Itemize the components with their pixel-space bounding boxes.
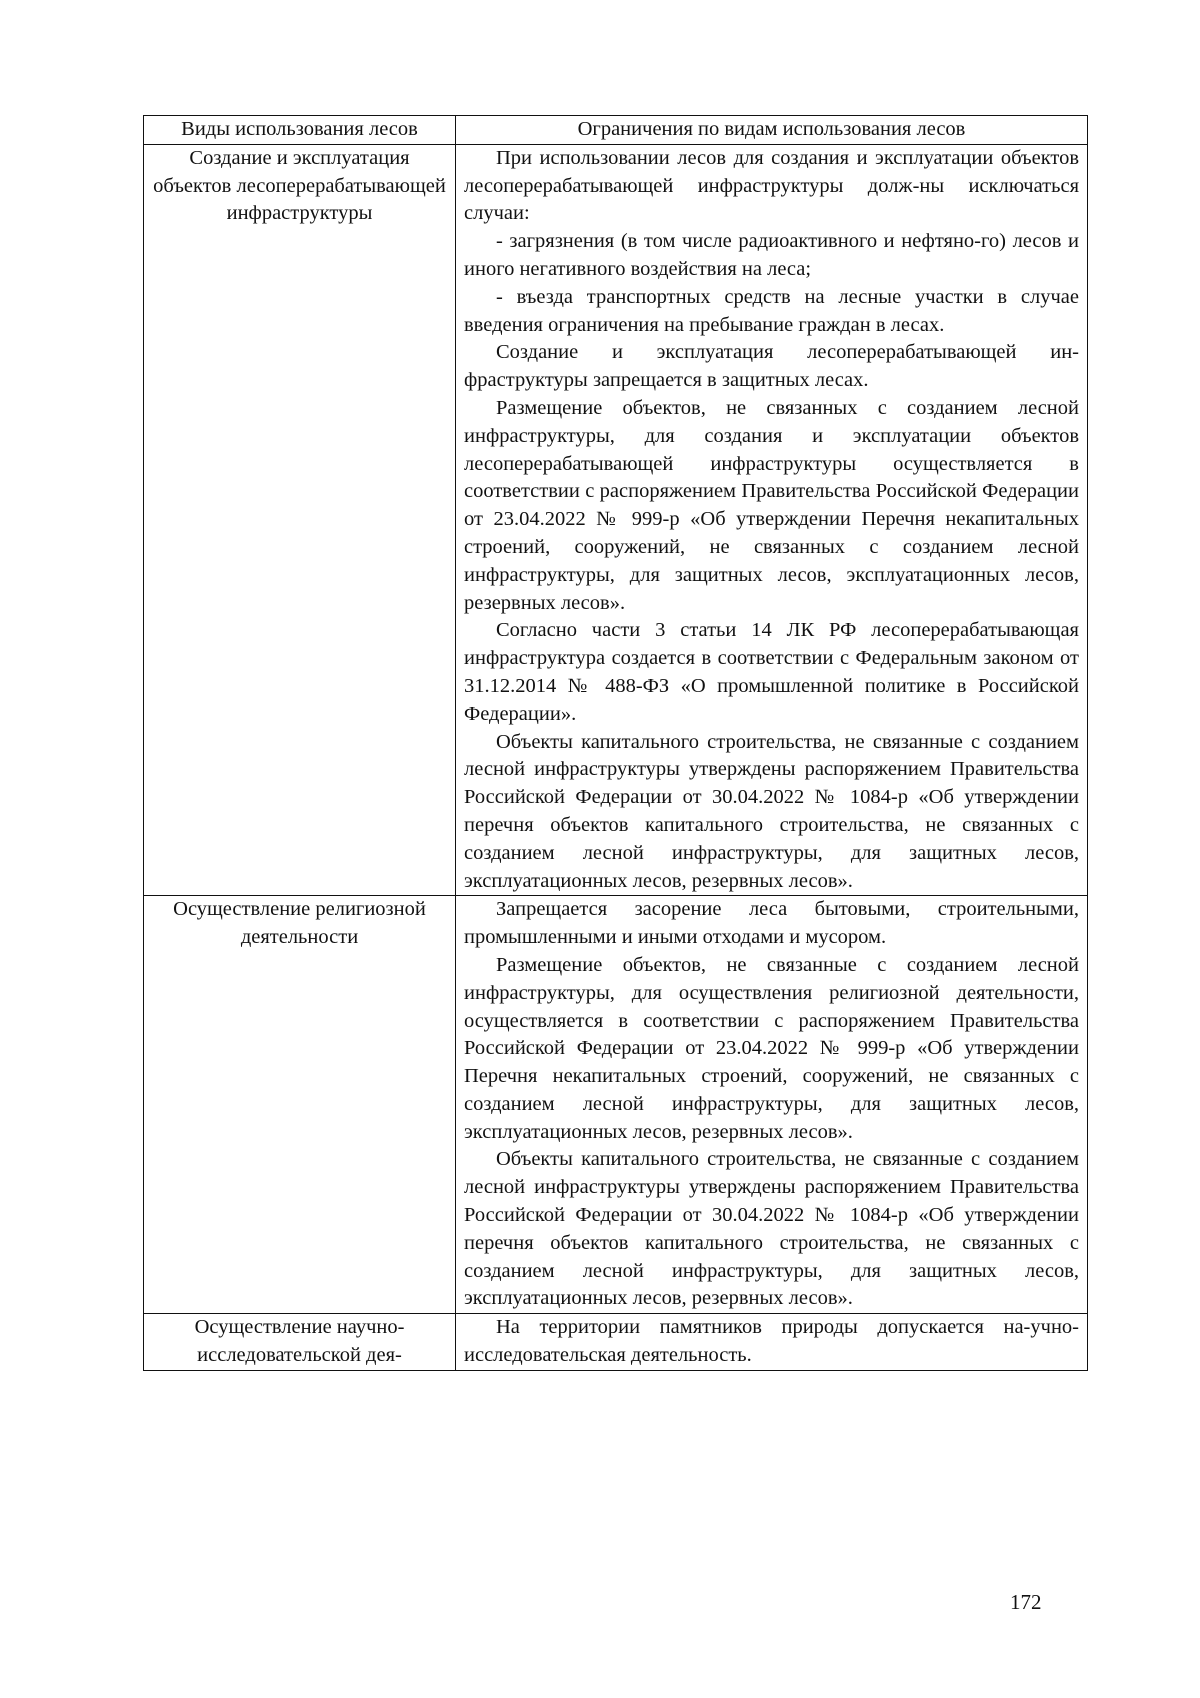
restrictions-cell — [456, 896, 1088, 1314]
paragraph: При использовании лесов для создания и эксплуатации объектов лесоперерабатывающей инфраструктуры долж-ны исключаться случаи: — [464, 146, 1079, 225]
table-header-row — [144, 116, 1088, 145]
forest-use-type-cell: Создание и эксплуатация объектов лесоперерабатывающей инфраструктуры — [144, 144, 456, 896]
paragraph: - загрязнения (в том числе радиоактивного и нефтяно-го) лесов и иного негативного воздействия на леса; — [464, 230, 1079, 280]
paragraph: Объекты капитального строительства, не связанные с созданием лесной инфраструктуры утверждены распоряжением Правительства Российской Федерации от 30.04.2022 № 1084-р «Об утверждении перечня объектов капитального строительства, не связанных с созданием лесной инфраструктуры, для защитных лесов, эксплуатационных лесов, резервных лесов». — [464, 730, 1079, 892]
paragraph: Запрещается засорение леса бытовыми, строительными, промышленными и иными отходами и мусором. — [464, 898, 1079, 949]
paragraph: Создание и эксплуатация лесоперерабатывающей ин-фраструктуры запрещается в защитных лесах. — [464, 341, 1079, 392]
table-row — [144, 896, 1088, 1314]
restrictions-cell — [456, 1314, 1088, 1371]
paragraph: - въезда транспортных средств на лесные участки в случае введения ограничения на пребывание граждан в лесах. — [464, 285, 1079, 336]
paragraph: Согласно части 3 статьи 14 ЛК РФ лесоперерабатывающая инфраструктура создается в соответствии с Федеральным законом от 31.12.2014 № 488-ФЗ «О промышленной политике в Российской Федерации». — [464, 619, 1079, 725]
forest-use-type-cell: Осуществление научно-исследовательской дея- — [144, 1314, 456, 1371]
paragraph: Объекты капитального строительства, не связанные с созданием лесной инфраструктуры утверждены распоряжением Правительства Российской Федерации от 30.04.2022 № 1084-р «Об утверждении перечня объектов капитального строительства, не связанных с созданием лесной инфраструктуры, для защитных лесов, эксплуатационных лесов, резервных лесов». — [464, 1148, 1079, 1310]
paragraph: На территории памятников природы допускается на-учно-исследовательская деятельность. — [464, 1316, 1079, 1367]
table-row — [144, 144, 1088, 896]
forest-use-restrictions-table — [143, 115, 1088, 1371]
header-forest-use-types: Виды использования лесов — [144, 116, 456, 145]
forest-use-type-cell: Осуществление религиозной деятельности — [144, 896, 456, 1314]
page-number: 172 — [1010, 1590, 1042, 1614]
header-restrictions: Ограничения по видам использования лесов — [456, 116, 1088, 145]
paragraph: Размещение объектов, не связанных с созданием лесной инфраструктуры, для создания и эксплуатации объектов лесоперерабатывающей инфраструктуры осуществляется в соответствии с распоряжением Правительства Российской Федерации от 23.04.2022 № 999-р «Об утверждении Перечня некапитальных строений, сооружений, не связанных с созданием лесной инфраструктуры, для защитных лесов, эксплуатационных лесов, резервных лесов». — [464, 396, 1079, 614]
table-row — [144, 1314, 1088, 1371]
paragraph: Размещение объектов, не связанные с созданием лесной инфраструктуры, для осуществления религиозной деятельности, осуществляется в соответствии с распоряжением Правительства Российской Федерации от 23.04.2022 № 999-р «Об утверждении Перечня некапитальных строений, сооружений, не связанных с созданием лесной инфраструктуры, для защитных лесов, эксплуатационных лесов, резервных лесов». — [464, 953, 1079, 1143]
restrictions-cell — [456, 144, 1088, 896]
